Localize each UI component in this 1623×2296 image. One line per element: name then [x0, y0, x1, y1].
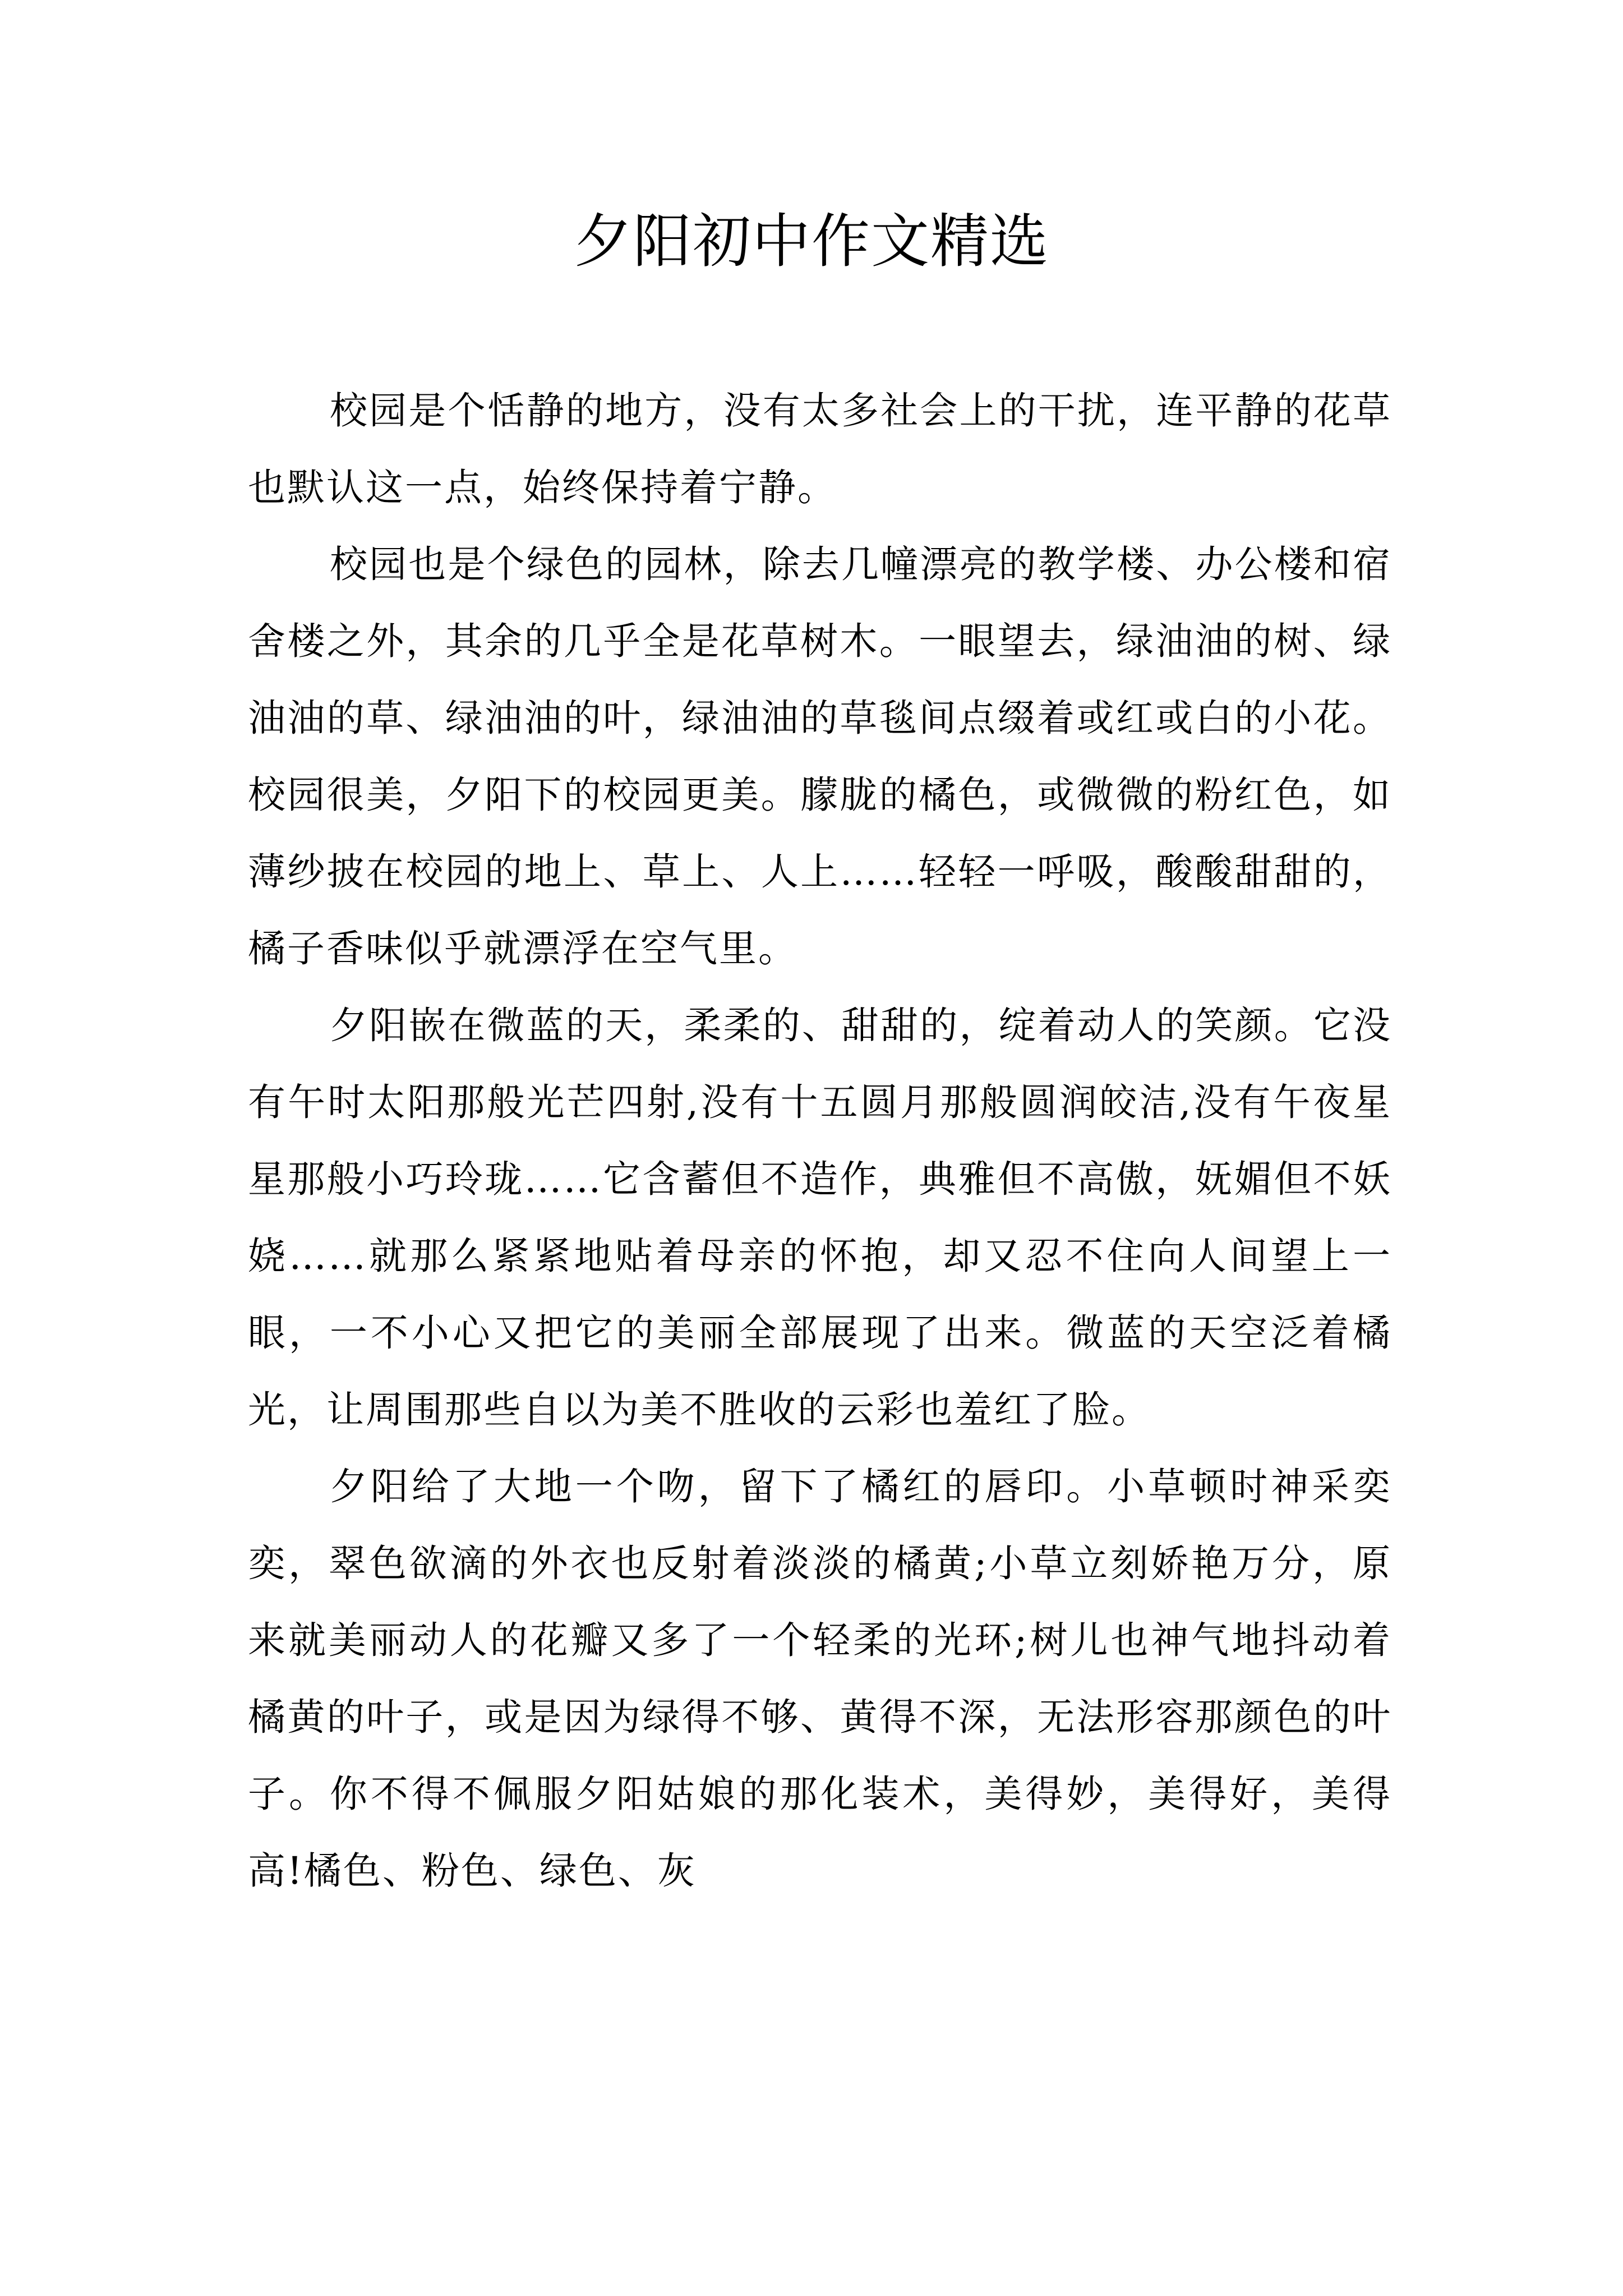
paragraph: 校园也是个绿色的园林，除去几幢漂亮的教学楼、办公楼和宿舍楼之外，其余的几乎全是花草树木。一眼望去，绿油油的树、绿油油的草、绿油油的叶，绿油油的草毯间点缀着或红或白的小花。校园很美，夕阳下的校园更美。朦胧的橘色，或微微的粉红色，如薄纱披在校园的地上、草上、人上……轻轻一呼吸，酸酸甜甜的，橘子香味似乎就漂浮在空气里。 [248, 542, 1392, 970]
paragraph: 校园是个恬静的地方，没有太多社会上的干扰，连平静的花草也默认这一点，始终保持着宁静。 [248, 389, 1392, 509]
paragraph: 夕阳嵌在微蓝的天，柔柔的、甜甜的，绽着动人的笑颜。它没有午时太阳那般光芒四射,没有十五圆月那般圆润皎洁,没有午夜星星那般小巧玲珑……它含蓄但不造作，典雅但不高傲，妩媚但不妖娆……就那么紧紧地贴着母亲的怀抱，却又忍不住向人间望上一眼，一不小心又把它的美丽全部展现了出来。微蓝的天空泛着橘光，让周围那些自以为美不胜收的云彩也羞红了脸。 [248, 1004, 1392, 1432]
document-title: 夕阳初中作文精选 [573, 207, 1049, 275]
document-body [248, 372, 1392, 1910]
paragraph: 夕阳给了大地一个吻，留下了橘红的唇印。小草顿时神采奕奕，翠色欲滴的外衣也反射着淡淡的橘黄;小草立刻娇艳万分，原来就美丽动人的花瓣又多了一个轻柔的光环;树儿也神气地抖动着橘黄的叶子，或是因为绿得不够、黄得不深，无法形容那颜色的叶子。你不得不佩服夕阳姑娘的那化装术，美得妙，美得好，美得高!橘色、粉色、绿色、灰 [248, 1465, 1392, 1893]
